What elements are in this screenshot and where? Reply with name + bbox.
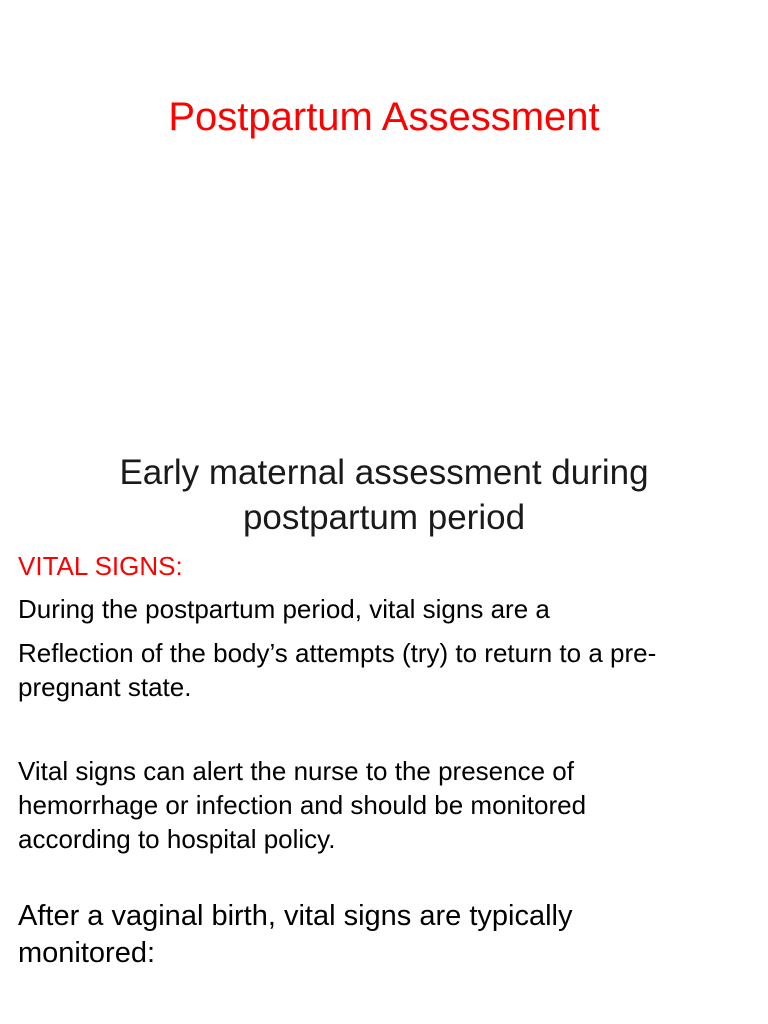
paragraph-line: Vital signs can alert the nurse to the presence of <box>18 756 574 786</box>
paragraph-line: After a vaginal birth, vital signs are typically <box>18 900 573 932</box>
slide-title: Postpartum Assessment <box>168 95 600 139</box>
paragraph-line: During the postpartum period, vital signs are a <box>18 594 550 624</box>
paragraph-vaginal-birth <box>18 898 758 972</box>
paragraph-line: hemorrhage or infection and should be monitored <box>18 790 587 820</box>
paragraph-line: pregnant state. <box>18 672 192 702</box>
paragraph-alert <box>18 754 758 856</box>
section-label-vital-signs: VITAL SIGNS: <box>18 551 183 581</box>
subtitle-line: postpartum period <box>242 498 526 537</box>
paragraph-line: according to hospital policy. <box>18 824 336 854</box>
paragraph-line: Reflection of the body’s attempts (try) to return to a pre- <box>18 638 657 668</box>
paragraph-reflection <box>18 636 758 704</box>
paragraph-line: monitored: <box>18 937 156 969</box>
slide-subtitle <box>40 450 728 540</box>
paragraph-vital-signs-intro <box>18 592 758 626</box>
subtitle-line: Early maternal assessment during <box>119 453 649 492</box>
